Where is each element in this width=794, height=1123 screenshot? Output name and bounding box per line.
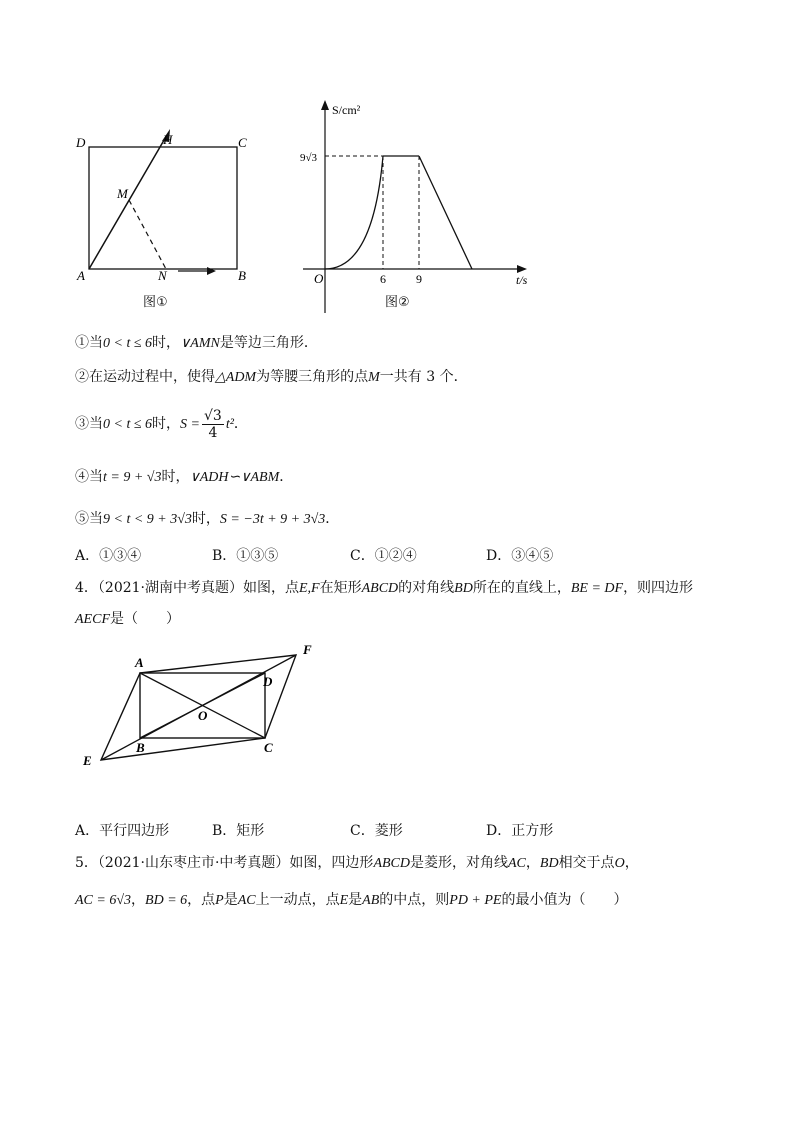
s5-suffix: ．: [325, 511, 340, 527]
q3-option-d[interactable]: D．③④⑤: [486, 548, 554, 564]
question-5-line-1: [75, 853, 639, 874]
s3-lhs: S =: [180, 417, 200, 432]
s5-prefix: ⑤当: [75, 511, 103, 527]
s1-expr: ∨AMN: [180, 336, 220, 351]
q4-text-a: 4．（2021·湖南中考真题）如图，点: [75, 580, 299, 596]
q5-text-i: 的中点，则: [379, 892, 450, 908]
label-E: E: [83, 753, 92, 768]
q5-comma: ，: [525, 855, 540, 871]
s3-suffix: ．: [233, 416, 248, 432]
figure-3-parallelogram: [75, 638, 330, 773]
s4-prefix: ④当: [75, 469, 103, 485]
s2-expr: △ADM: [215, 370, 257, 385]
s1-mid: 时，: [152, 335, 181, 351]
s5-mid: 时，: [191, 511, 220, 527]
q5-text-h: 是: [348, 892, 363, 908]
statement-5: [75, 509, 339, 530]
label-M: M: [117, 186, 128, 201]
q4-option-c[interactable]: C．菱形: [350, 823, 403, 839]
q5-ab: AB: [362, 893, 380, 908]
s4-suffix: ．: [279, 469, 294, 485]
y-axis-label: S/cm²: [332, 103, 361, 117]
label-O: O: [198, 708, 208, 723]
q5-text-a: 5．（2021·山东枣庄市·中考真题）如图，四边形: [75, 855, 374, 871]
figure-1-rectangle: [70, 125, 260, 315]
q4-option-a[interactable]: A．平行四边形: [75, 823, 170, 839]
q3-option-c[interactable]: C．①②④: [350, 548, 417, 564]
s2-prefix: ②在运动过程中，使得: [75, 369, 215, 385]
label-C: C: [264, 740, 273, 755]
q4-aecf: AECF: [75, 612, 110, 627]
q5-ac: AC: [508, 856, 526, 871]
label-B: B: [238, 268, 246, 283]
s3-mid: 时，: [152, 416, 181, 432]
label-N: N: [158, 268, 167, 283]
question-4-line-2: [75, 609, 180, 630]
q4-option-d[interactable]: D．正方形: [486, 823, 554, 839]
x-tick-6: 6: [380, 272, 386, 286]
q5-text-j: 的最小值为（ ）: [501, 892, 628, 908]
s1-prefix: ①当: [75, 335, 103, 351]
q4-text-b: 在矩形: [319, 580, 362, 596]
s2-mid: 为等腰三角形的点: [256, 369, 369, 385]
statement-4: [75, 467, 293, 488]
q5-sep: ，: [131, 892, 146, 908]
q5-bd-eq: BD = 6: [145, 893, 188, 908]
q3-option-b[interactable]: B．①③⑤: [212, 548, 279, 564]
label-A: A: [77, 268, 85, 283]
s3-den: 4: [208, 424, 218, 441]
label-B: B: [136, 740, 145, 755]
y-tick-9sqrt3: 9√3: [300, 152, 318, 164]
q4-eq: BE = DF: [570, 581, 624, 596]
statement-2: [75, 367, 468, 388]
s4-mid: 时，: [161, 469, 190, 485]
q4-abcd: ABCD: [361, 581, 399, 596]
s4-cond: t = 9 + √3: [103, 470, 162, 485]
s2-suffix: 一共有 3 个．: [379, 369, 468, 385]
figure-1-caption: 图①: [143, 295, 168, 310]
q5-p: P: [215, 893, 224, 908]
figure-2-graph: [295, 98, 540, 313]
q4-text-e: ，则四边形: [623, 580, 694, 596]
q5-ac-eq: AC = 6√3: [75, 893, 132, 908]
q4-ef: E,F: [299, 581, 320, 596]
question-4-line-1: [75, 578, 693, 599]
s3-fraction: [202, 408, 224, 441]
statement-1: [75, 333, 318, 354]
q4-text-f: 是（ ）: [110, 611, 180, 627]
q5-text-c: 相交于点: [558, 855, 615, 871]
s2-var: M: [368, 370, 380, 385]
q5-ac2: AC: [237, 893, 256, 908]
q4-option-b[interactable]: B．矩形: [212, 823, 265, 839]
s3-num: √3: [203, 407, 222, 424]
s5-expr: S = −3t + 9 + 3√3: [219, 512, 326, 527]
q4-text-d: 所在的直线上，: [472, 580, 571, 596]
origin-label: O: [314, 271, 324, 286]
q4-bd: BD: [454, 581, 473, 596]
q5-e: E: [339, 893, 349, 908]
q5-text-b: 是菱形，对角线: [410, 855, 508, 871]
s5-cond: 9 < t < 9 + 3√3: [103, 512, 192, 527]
q5-text-d: ，: [624, 855, 639, 871]
x-tick-9: 9: [416, 272, 422, 286]
figure-2-caption: 图②: [385, 295, 410, 310]
q5-abcd: ABCD: [373, 856, 410, 871]
q5-expr: PD + PE: [449, 893, 502, 908]
x-axis-label: t/s: [516, 273, 528, 287]
question-5-line-2: [75, 890, 627, 911]
label-D: D: [76, 135, 86, 150]
statement-3: [75, 405, 248, 445]
label-D: D: [263, 674, 273, 689]
s3-cond: 0 < t ≤ 6: [103, 417, 153, 432]
s4-expr: ∨ADH∽∨ABM: [189, 470, 280, 485]
s1-suffix: 是等边三角形．: [219, 335, 318, 351]
q5-o: O: [614, 856, 625, 871]
q4-text-c: 的对角线: [398, 580, 455, 596]
label-F: F: [303, 642, 312, 657]
q3-option-a[interactable]: A．①③④: [75, 548, 142, 564]
label-A: A: [135, 655, 144, 670]
q5-text-e: ，点: [187, 892, 216, 908]
s3-prefix: ③当: [75, 416, 103, 432]
label-C: C: [238, 135, 247, 150]
s1-cond: 0 < t ≤ 6: [103, 336, 153, 351]
label-H: H: [163, 132, 173, 147]
q5-text-g: 上一动点，点: [255, 892, 340, 908]
q5-bd: BD: [539, 856, 559, 871]
q5-text-f: 是: [223, 892, 238, 908]
s3-rhs: t²: [225, 417, 234, 432]
